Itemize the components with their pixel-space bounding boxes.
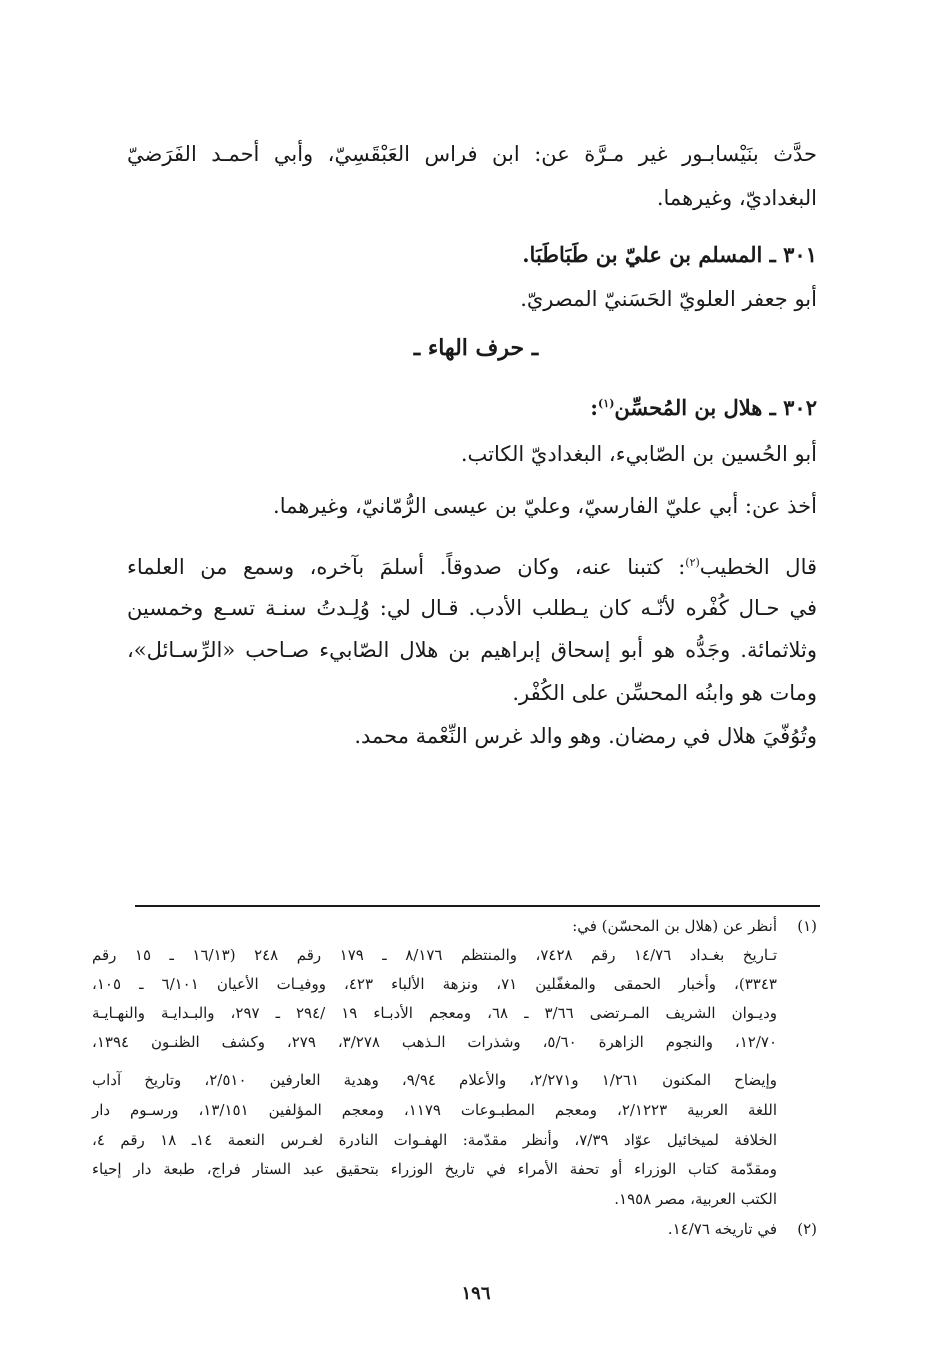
footnote-separator (135, 905, 820, 907)
footnote-1-lead (92, 912, 817, 941)
footnote-2 (92, 1215, 817, 1244)
entry-302-heading (127, 386, 817, 430)
intro-line-2: البغداديّ، وغيرهما. (656, 186, 817, 210)
footnote-1-line: ١٢/٧٠، والنجوم الزاهرة ٥/٦٠، وشذرات الـذهب ٣/٢٧٨، ٢٧٩، وكشف الظنـون ١٣٩٤، (92, 1033, 778, 1051)
entry-302-line-1: أبو الحُسين بن الصّابيء، البغداديّ الكاتب. (460, 442, 817, 466)
footnote-ref-1: (١) (598, 397, 615, 410)
footnote-1-line: تـاريخ بغـداد ١٤/٧٦ رقم ٧٤٢٨، والمنتظم ٨/١٧٦ ـ ١٧٩ رقم ٢٤٨ (١٦/١٣ ـ ١٥ رقم (92, 946, 778, 964)
entry-302-heading-text: ٣٠٢ ـ هلال بن المُحسِّن (614, 395, 817, 420)
footnote-1-line: وإيضاح المكنون ١/٢٦١ و٢/٢٧١، والأعلام ٩/٩٤، وهدية العارفين ٢/٥١٠، وتاريخ آداب (92, 1071, 778, 1089)
footnote-1-line: وديـوان الشريف المـرتضى ٣/٦٦ ـ ٦٨، ومعجم الأدبـاء ١٩ /٢٩٤ ـ ٢٩٧، والبـدايـة والنهـايـة (92, 1004, 778, 1022)
entry-302-para-line-4: ومات هو وابنُه المحسِّن على الكُفْر. (512, 681, 817, 705)
section-heading: ـ حرف الهاء ـ (413, 335, 539, 361)
para-line-1-rest: : كتبنا عنه، وكان صدوقاً. أسلمَ بآخره، وسمع من العلماء (127, 555, 686, 579)
footnote-2-number: (٢) (797, 1220, 817, 1238)
entry-302-para-line-2: في حـال كُفْره لأنّـه كان يـطلب الأدب. قـال لي: وُلِـدتُ سنـة تسـع وخمسين (127, 596, 817, 620)
entry-302-line-2: أخذ عن: أبي عليّ الفارسيّ، وعليّ بن عيسى الرُّمّانيّ، وغيرهما. (273, 494, 817, 518)
entry-302-para-line-3: وثلاثمائة. وجَدُّه هو أبو إسحاق إبراهيم بن هلال الصّابيء صـاحب «الرِّسـائل»، (127, 638, 817, 662)
footnote-1-line: ٣٣٤٣)، وأخبار الحمقى والمغفّلين ٧١، ونزهة الألباء ٤٢٣، ووفيـات الأعيان ٦/١٠١ ـ ١٠٥، (92, 975, 777, 993)
footnote-1-line: الخلافة لميخائيل عوّاد ٧/٣٩، وأنظر مقدّمة: الهفـوات النادرة لغـرس النعمة ١٤ـ ١٨ رقم ٤، (92, 1131, 777, 1149)
footnote-2-text: في تاريخه ١٤/٧٦. (667, 1220, 777, 1238)
entry-302-para-line-5: وتُوُفّيَ هلال في رمضان. وهو والد غرس النِّعْمة محمد. (354, 724, 817, 748)
entry-301-line-1: أبو جعفر العلويّ الحَسَنيّ المصريّ. (520, 287, 817, 311)
footnote-1-lead-text: أنظر عن (هلال بن المحسّن) في: (572, 917, 777, 935)
entry-301-heading: ٣٠١ ـ المسلم بن عليّ بن طَبَاطَبَا. (522, 242, 817, 267)
footnote-1-line: اللغة العربية ٢/١٢٢٣، ومعجم المطبـوعات ١١٧٩، ومعجم المؤلفين ١٣/١٥١، ورسـوم دار (92, 1101, 777, 1119)
footnote-1-line: ومقدّمة كتاب الوزراء أو تحفة الأمراء في تاريخ الوزراء بتحقيق عبد الستار فراج، طبعة دار إحياء (92, 1160, 777, 1178)
intro-line-1: حدَّث بنَيْسابـور غير مـرَّة عن: ابن فراس العَبْقَسِيّ، وأبي أحمـد الفَرَضيّ (127, 142, 817, 166)
page-number: ١٩٦ (461, 1283, 491, 1304)
entry-302-heading-tail: : (590, 395, 599, 420)
footnote-ref-2: (٢) (685, 556, 700, 569)
para-lead: قال الخطيب (699, 555, 818, 579)
footnote-1-number: (١) (797, 917, 817, 935)
footnote-1-line: الكتب العربية، مصر ١٩٥٨. (614, 1190, 777, 1208)
entry-302-para-line-1 (127, 545, 817, 589)
